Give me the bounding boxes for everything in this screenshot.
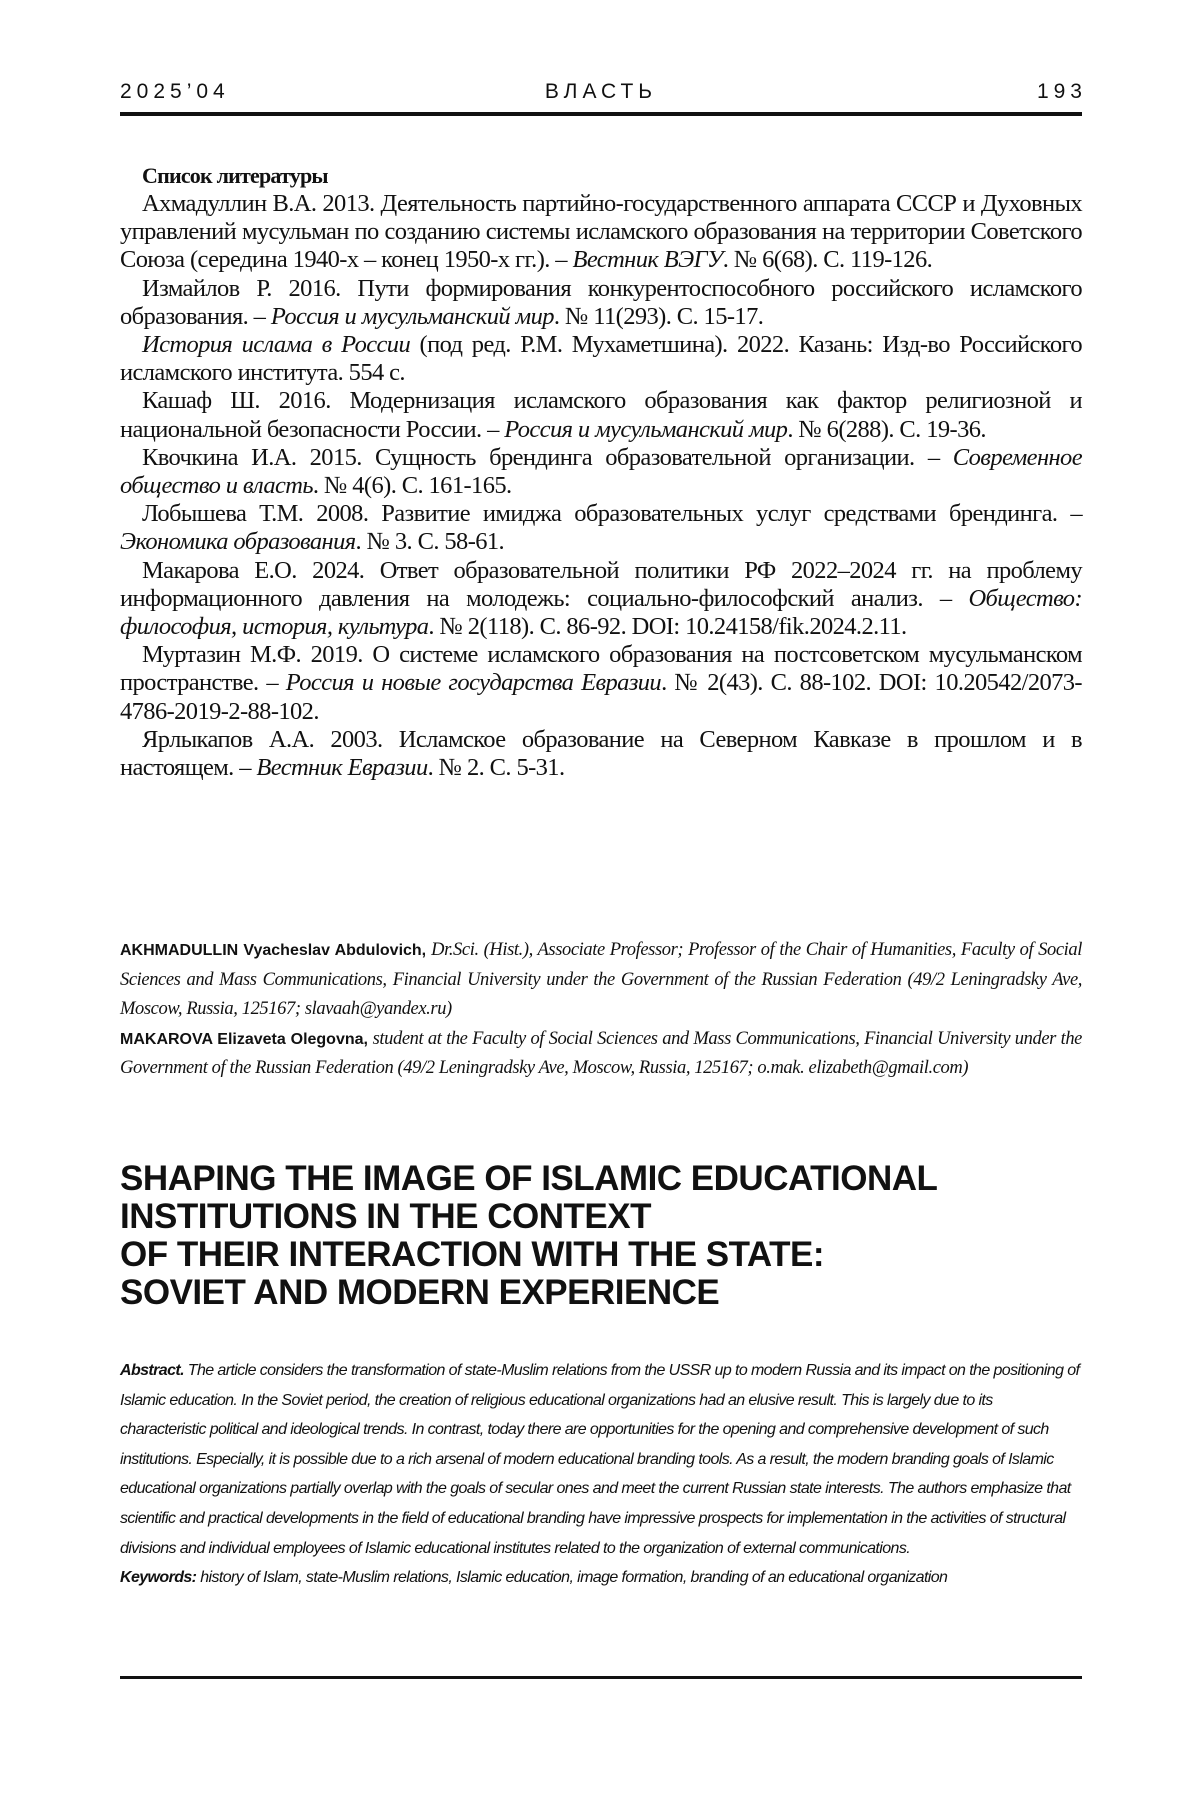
reference-text: . № 2(43). С. 88-102. DOI: 10.20542/2073-4786-2019-2-88-102. [120,669,1082,724]
references-section [120,162,1082,782]
reference-item [120,500,1082,556]
abstract-section [120,1356,1082,1593]
reference-item [120,557,1082,642]
reference-source: Вестник ВЭГУ [572,246,722,273]
reference-item [120,641,1082,726]
references-list [120,190,1082,782]
reference-text: Муртазин М.Ф. 2019. О системе исламского образования на постсоветском мусульманском пространстве. – [120,641,1082,696]
abstract [120,1356,1082,1563]
running-header [120,80,1082,114]
keywords-label: Keywords: [120,1569,196,1586]
page-number: 193 [1037,80,1087,104]
reference-source: Россия и мусульманский мир [271,303,554,330]
issue-number: 2025’04 [120,80,230,104]
reference-text: . № 3. С. 58-61. [356,528,505,555]
reference-source: Россия и новые государства Евразии [286,669,661,696]
journal-name: ВЛАСТЬ [545,80,657,104]
reference-item [120,726,1082,782]
reference-source: Общество: философия, история, культура [120,585,1082,640]
reference-source: История ислама в России [142,331,410,358]
reference-text: Квочкина И.А. 2015. Сущность брендинга образовательной организации. – [142,444,953,471]
reference-text: . № 6(288). С. 19-36. [787,416,986,443]
reference-text: . № 4(6). С. 161-165. [313,472,512,499]
reference-item [120,331,1082,387]
reference-text: Измайлов Р. 2016. Пути формирования конкурентоспособного российского исламского образования. – [120,275,1082,330]
title-line: INSTITUTIONS IN THE CONTEXT [120,1198,1100,1236]
abstract-text: The article considers the transformation of state-Muslim relations from the USSR up to modern Russia and its impact on the positioning of Islamic education. In the Soviet period, the creation of religious educational organizations had an elusive result. This is largely due to its characteristic political and ideological trends. In contrast, today there are opportunities for the opening and comprehensive development of such institutions. Especially, it is possible due to a rich arsenal of modern educational branding tools. As a result, the modern branding goals of Islamic educational organizations partially overlap with the goals of secular ones and meet the current Russian state interests. The authors emphasize that scientific and practical developments in the field of educational branding have impressive prospects for implementation in the activities of structural divisions and individual employees of Islamic educational institutes related to the organization of external communications. [120,1362,1079,1557]
reference-item [120,275,1082,331]
reference-text: Макарова Е.О. 2024. Ответ образовательной политики РФ 2022–2024 гг. на проблему информационного давления на молодежь: социально-философский анализ. – [120,557,1082,612]
title-line: OF THEIR INTERACTION WITH THE STATE: [120,1236,1100,1274]
reference-item [120,387,1082,443]
reference-item [120,444,1082,500]
reference-source: Вестник Евразии [256,754,427,781]
reference-text: Ярлыкапов А.А. 2003. Исламское образование на Северном Кавказе в прошлом и в настоящем. – [120,726,1082,781]
author-1 [120,936,1082,1025]
references-heading: Список литературы [142,162,1082,190]
reference-text: Ахмадуллин В.А. 2013. Деятельность партийно-государственного аппарата СССР и Духовных управлений мусульман по созданию системы исламского образования на территории Советского Союза (середина 1940-х – конец 1950-х гг.). – [120,190,1082,273]
author-2 [120,1025,1082,1084]
article-title [120,1160,1100,1312]
keywords [120,1563,1082,1593]
reference-source: Экономика образования [120,528,356,555]
reference-text: Кашаф Ш. 2016. Модернизация исламского образования как фактор религиозной и национальной безопасности России. – [120,387,1082,442]
abstract-label: Abstract. [120,1362,184,1379]
author-name: AKHMADULLIN Vyacheslav Abdulovich, [120,942,426,959]
reference-text: . № 6(68). С. 119-126. [723,246,932,273]
header-rule [120,112,1082,116]
reference-source: Современное общество и власть [120,444,1082,499]
reference-text: . № 2. С. 5-31. [428,754,565,781]
author-affiliation: Dr.Sci. (Hist.), Associate Professor; Professor of the Chair of Humanities, Faculty of Social Sciences and Mass Communications, Financial University under the Government of the Russian Federation (49/2 Leningradsky Ave, Moscow, Russia, 125167; slavaah@yandex.ru) [120,940,1082,1019]
keywords-text: history of Islam, state-Muslim relations, Islamic education, image formation, branding of an educational organization [196,1569,947,1586]
author-info [120,936,1082,1084]
reference-text: Лобышева Т.М. 2008. Развитие имиджа образовательных услуг средствами брендинга. – [142,500,1082,527]
reference-text: . № 11(293). С. 15-17. [554,303,763,330]
author-name: MAKAROVA Elizaveta Olegovna, [120,1031,368,1048]
title-line: SHAPING THE IMAGE OF ISLAMIC EDUCATIONAL [120,1160,1100,1198]
footer-rule [120,1676,1082,1679]
reference-item [120,190,1082,275]
author-affiliation: student at the Faculty of Social Sciences and Mass Communications, Financial University under the Government of the Russian Federation (49/2 Leningradsky Ave, Moscow, Russia, 125167; o.mak. elizabeth@gmail.com) [120,1029,1082,1079]
reference-source: Россия и мусульманский мир [504,416,787,443]
title-line: SOVIET AND MODERN EXPERIENCE [120,1274,1100,1312]
reference-text: (под ред. Р.М. Мухаметшина). 2022. Казань: Изд-во Российского исламского института. 554 с. [120,331,1082,386]
reference-text: . № 2(118). С. 86-92. DOI: 10.24158/fik.2024.2.11. [428,613,906,640]
